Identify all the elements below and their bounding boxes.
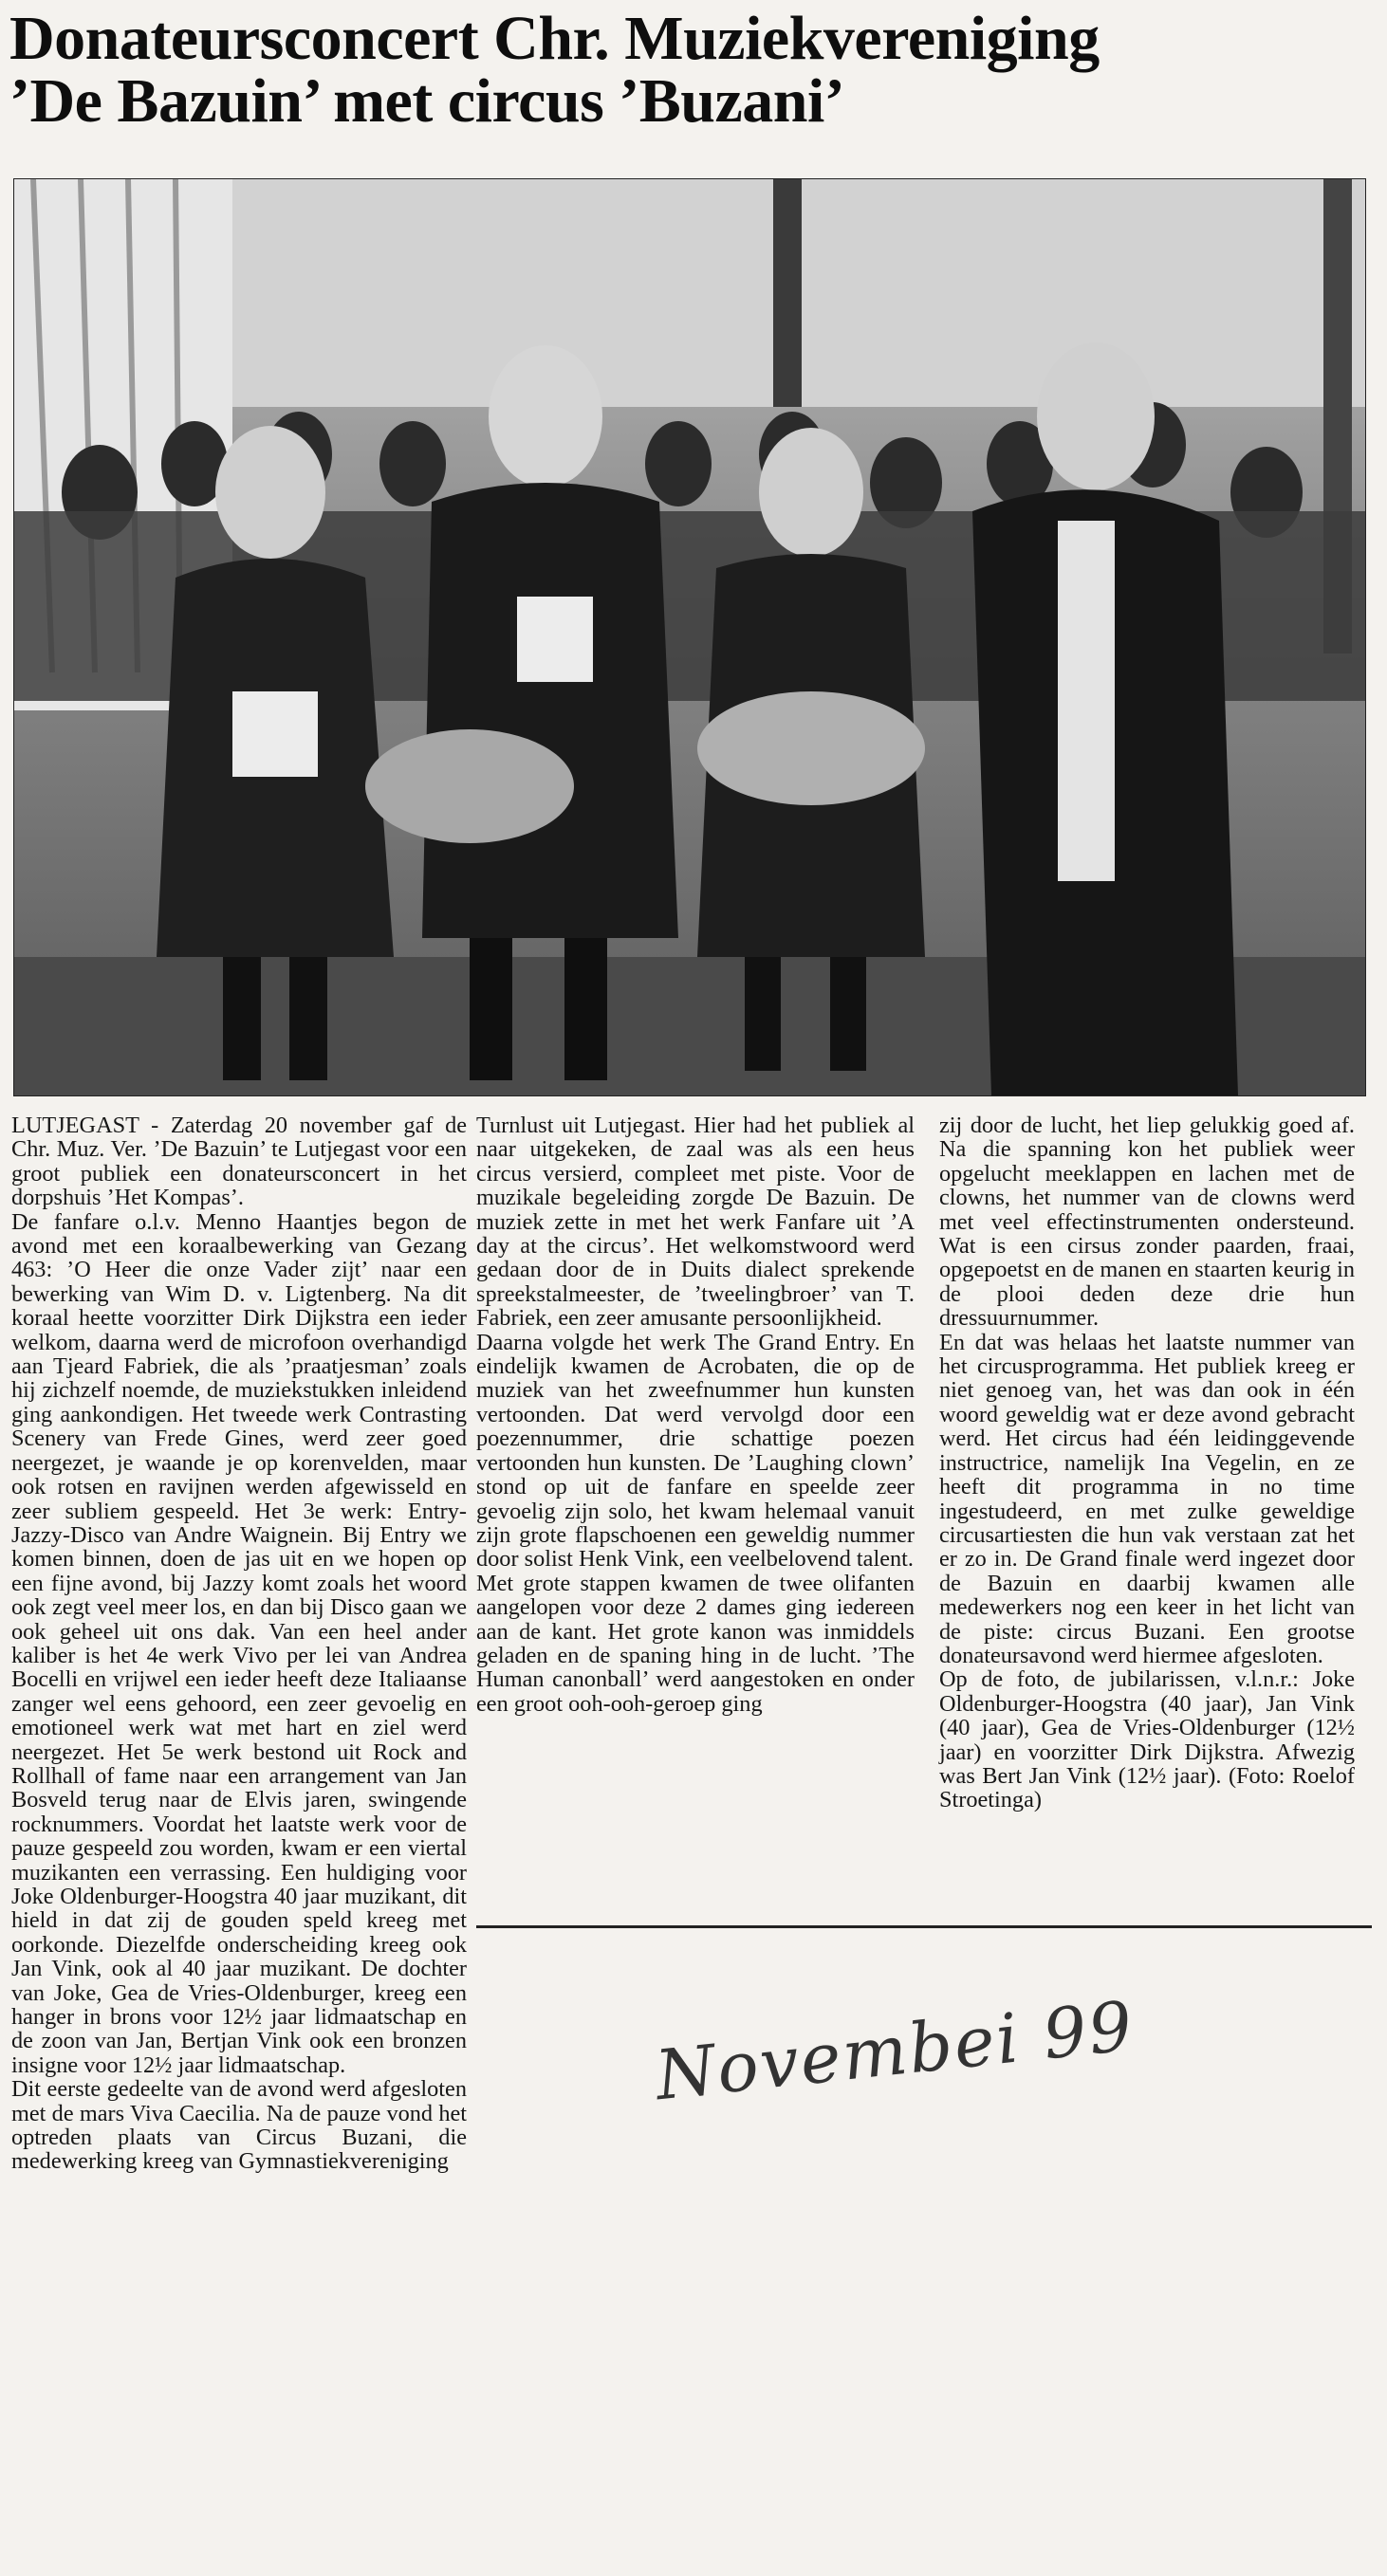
headline-line-1: Donateursconcert Chr. Muziekvereniging — [9, 4, 1100, 73]
article-column-2 — [476, 1113, 915, 1716]
article-paragraph: Dit eerste gedeelte van de avond werd afgesloten met de mars Viva Caecilia. Na de pauze vond het optreden plaats van Circus Buzani, die medewerking kreeg van Gymnastiekvereniging — [11, 2076, 467, 2175]
article-paragraph: Turnlust uit Lutjegast. Hier had het publiek al naar uitgekeken, de zaal was als een heus circus versierd, compleet met piste. Voor de muzikale begeleiding zorgde De Bazuin. De muziek zette in met het werk Fanfare uit ’A day at the circus’. Het welkomstwoord werd gedaan door de in Duits dialect sprekende spreekstalmeester, de ’tweelingbroer’ van T. Fabriek, een zeer amusante persoonlijkheid. — [476, 1113, 915, 1332]
headline — [9, 4, 1376, 136]
article-paragraph: LUTJEGAST - Zaterdag 20 november gaf de Chr. Muz. Ver. ’De Bazuin’ te Lutjegast voor een groot publiek een donateursconcert in het dorpshuis ’Het Kompas’. — [11, 1113, 467, 1211]
concert-photo — [13, 178, 1366, 1096]
article-column-3 — [939, 1113, 1355, 1812]
article-paragraph: En dat was helaas het laatste nummer van het circusprogramma. Het publiek kreeg er niet genoeg van, het was dan ook in één woord geweldig wat er deze avond gebracht werd. Het circus had één leidinggevende instructrice, namelijk Ina Vegelin, en ze heeft dit programma in no time ingestudeerd, en met zulke geweldige circusartiesten die hun vak verstaan zat het er zo in. De Grand finale werd ingezet door de Bazuin en daarbij kwamen alle medewerkers nog een keer in het licht van de piste: circus Buzani. Een grootse donateursavond werd hiermee afgesloten. — [939, 1329, 1355, 1668]
article-paragraph: Met grote stappen kwamen de twee olifanten aangelopen voor deze 2 dames ging iedereen aan de kant. Het grote kanon was inmiddels geladen en de spaning hing in de lucht. ’The Human canonball’ werd aangestoken en onder een groot ooh-ooh-geroep ging — [476, 1570, 915, 1717]
headline-line-2: ’De Bazuin’ met circus ’Buzani’ — [9, 66, 845, 136]
article-paragraph: Daarna volgde het werk The Grand Entry. En eindelijk kwamen de Acrobaten, die op de muziek van het zweefnummer hun kunsten vertoonden. Dat werd vervolgd door een poezennummer, drie schattige poezen vertoonden hun kunsten. De ’Laughing clown’ stond op uit de fanfare en speelde zeer gevoelig zijn solo, het kwam helemaal vanuit zijn grote flapschoenen een geweldig nummer door solist Henk Vink, een veelbelovend talent. — [476, 1329, 915, 1573]
column-divider — [476, 1925, 1372, 1928]
concert-photo-icon — [14, 179, 1365, 1095]
article-paragraph: De fanfare o.l.v. Menno Haantjes begon de avond met een koraalbewerking van Gezang 463: ’O Heer die onze Vader zijt’ naar een bewerking van Wim D. v. Ligtenberg. Na dit koraal heette voorzitter Dirk Dijkstra een ieder welkom, daarna werd de microfoon overhandigd aan Tjeard Fabriek, die als ’praatjesman’ zoals hij zichzelf noemde, de muziekstukken inleidend ging aankondigen. Het tweede werk Contrasting Scenery van Frede Gines, werd zeer goed neergezet, je waande je op korenvelden, maar ook rotsen en ravijnen werden afgewisseld en zeer subliem gespeeld. Het 3e werk: Entry-Jazzy-Disco van Andre Waignein. Bij Entry we komen binnen, doen de jas uit en we hopen op een fijne avond, bij Jazzy komt zoals het woord ook zegt veel meer los, en dan bij Disco gaan we ook geheel uit ons dak. Van een heel ander kaliber is het 4e werk Vivo per lei van Andrea Bocelli en vrijwel een ieder heeft deze Italiaanse zanger wel eens gehoord, een zeer gevoelig en emotioneel werk wat met hart en ziel werd neergezet. Het 5e werk bestond uit Rock and Rollhall of fame naar een arrangement van Jan Bosveld terug naar de Elvis jaren, swingende rocknummers. Voordat het laatste werk voor de pauze gespeeld zou worden, kwam er een viertal muzikanten een verrassing. Een huldiging voor Joke Oldenburger-Hoogstra 40 jaar muzikant, dit hield in dat zij de gouden speld kreeg met oorkonde. Diezelfde onderscheiding kreeg ook Jan Vink, ook al 40 jaar muzikant. De dochter van Joke, Gea de Vries-Oldenburger, kreeg een hanger in brons voor 12½ jaar lidmaatschap en de zoon van Jan, Bertjan Vink ook een bronzen insigne voor 12½ jaar lidmaatschap. — [11, 1208, 467, 2078]
article-column-1 — [11, 1113, 467, 2174]
article-paragraph: zij door de lucht, het liep gelukkig goed af. Na die spanning kon het publiek weer opgelucht meeklappen en lachen met de clowns, het nummer van de clowns werd met veel effectinstrumenten ondersteund. Wat is een cirsus zonder paarden, fraai, opgepoetst en de manen en staarten keurig in de plooi deden deze drie hun dressuurnummer. — [939, 1113, 1355, 1332]
photo-caption: Op de foto, de jubilarissen, v.l.n.r.: Joke Oldenburger-Hoogstra (40 jaar), Jan Vink (40 jaar), Gea de Vries-Oldenburger (12½ jaar) en voorzitter Dirk Dijkstra. Afwezig was Bert Jan Vink (12½ jaar). (Foto: Roelof Stroetinga) — [939, 1666, 1355, 1813]
handwritten-date: Novembei 99 — [651, 1985, 1138, 2116]
